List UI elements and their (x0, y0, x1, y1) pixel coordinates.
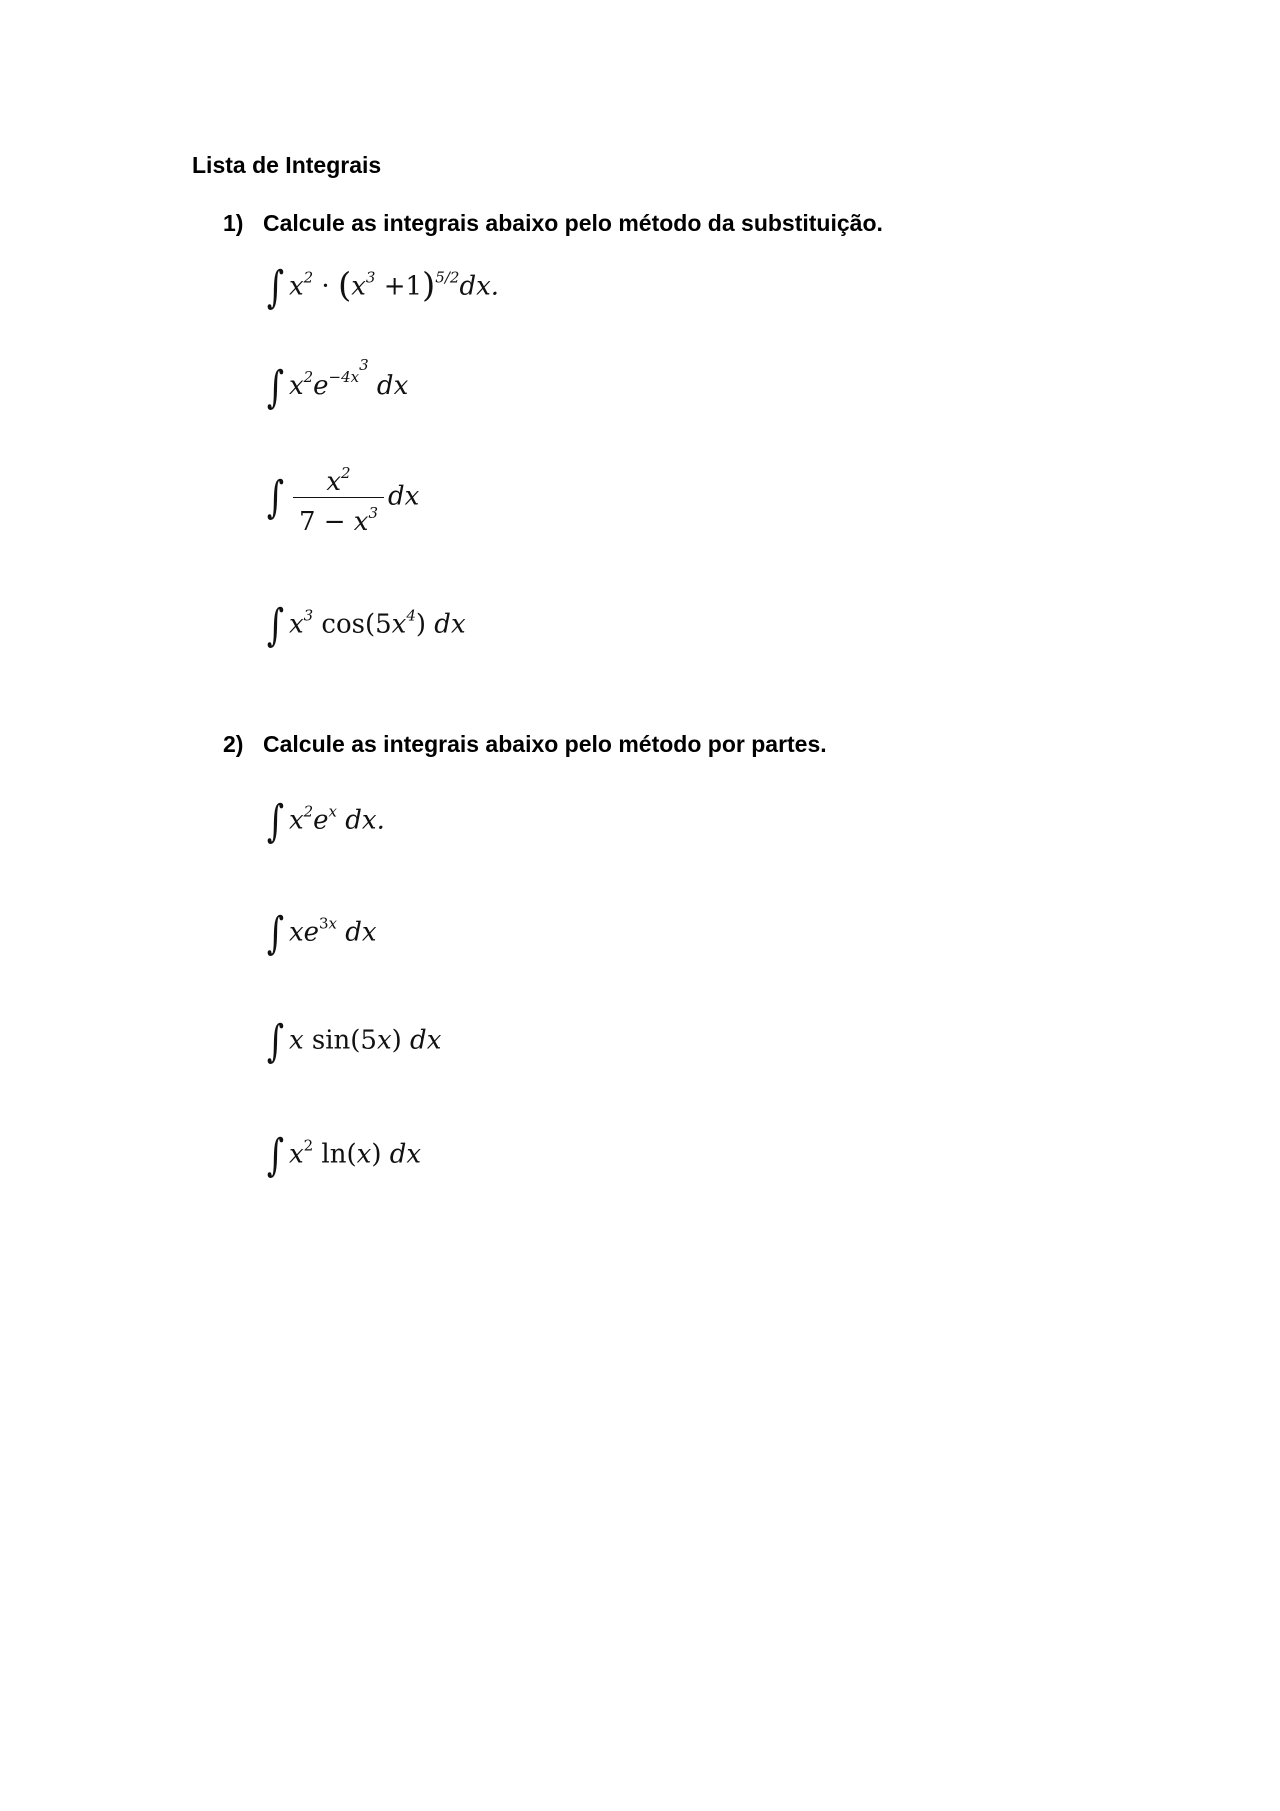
integral-1-2: ∫ $x^2e^{-4x^3}$ dx (266, 356, 409, 413)
section-1-number: 1) (223, 210, 244, 236)
integral-1-3: ∫ $\frac{x^2}{7 - x^3}$ dx (264, 458, 419, 537)
integral-1-1: ∫ $x^2 \cdot (x^3 +1)^{5/2}dx$. (266, 262, 500, 313)
integral-2-3: ∫ x sin(5x) dx (266, 1016, 442, 1067)
integral-2-4: ∫ $x^2$ ln(x) dx (266, 1130, 422, 1181)
section-2-number: 2) (223, 731, 244, 757)
section-2-text: Calcule as integrais abaixo pelo método por partes. (263, 731, 827, 757)
document-title: Lista de Integrais (192, 152, 382, 178)
section-1-heading (223, 210, 883, 237)
integral-2-1: ∫ $x^2e^x$ dx. (266, 796, 385, 847)
integral-1-4: ∫ $x^3$ $\cos(5x^4)$ dx (266, 600, 466, 651)
section-1-text: Calcule as integrais abaixo pelo método da substituição. (263, 210, 883, 236)
integral-2-2: ∫ $xe^{3x}$ dx (266, 908, 377, 959)
section-2-heading (223, 731, 827, 758)
